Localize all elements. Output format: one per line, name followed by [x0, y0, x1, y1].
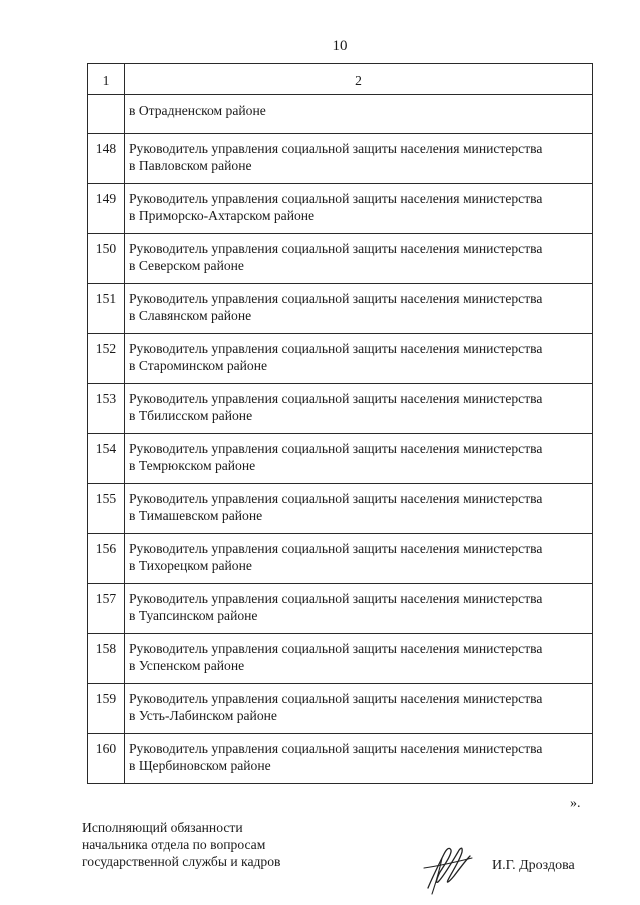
table-row: [88, 584, 593, 634]
row-text-line: в Темрюкском районе: [129, 458, 256, 473]
position-line: государственной службы и кадров: [82, 854, 281, 869]
table-row: [88, 534, 593, 584]
row-text-line: в Славянском районе: [129, 308, 252, 323]
handwritten-signature: [418, 838, 476, 896]
row-number: 159: [88, 684, 125, 734]
row-number: 149: [88, 184, 125, 234]
row-text-line: в Успенском районе: [129, 658, 245, 673]
row-text: [125, 634, 593, 684]
row-number: 155: [88, 484, 125, 534]
row-text: [125, 684, 593, 734]
table-row: [88, 634, 593, 684]
row-text: [125, 384, 593, 434]
row-text-line: в Павловском районе: [129, 158, 252, 173]
row-text: в Отрадненском районе: [125, 95, 593, 134]
row-text: [125, 534, 593, 584]
row-text-line: Руководитель управления социальной защиты населения министерства: [129, 591, 543, 606]
row-text-line: в Тбилисском районе: [129, 408, 253, 423]
row-text: [125, 284, 593, 334]
row-number: 148: [88, 134, 125, 184]
table-row: [88, 434, 593, 484]
header-cell-number: 1: [88, 64, 125, 95]
row-text-line: Руководитель управления социальной защиты населения министерства: [129, 191, 543, 206]
table-row: [88, 484, 593, 534]
row-text-line: Руководитель управления социальной защиты населения министерства: [129, 291, 543, 306]
signer-name: И.Г. Дроздова: [492, 858, 575, 873]
row-number: [88, 95, 125, 134]
row-text: [125, 134, 593, 184]
row-text-line: Руководитель управления социальной защиты населения министерства: [129, 741, 543, 756]
row-text-line: Руководитель управления социальной защиты населения министерства: [129, 441, 543, 456]
row-text-line: Руководитель управления социальной защиты населения министерства: [129, 641, 543, 656]
signatory-position: [82, 819, 280, 870]
table-header-row: [88, 64, 593, 95]
row-text: [125, 334, 593, 384]
row-number: 151: [88, 284, 125, 334]
row-number: 154: [88, 434, 125, 484]
table-row: [88, 184, 593, 234]
table-row: [88, 734, 593, 784]
row-number: 157: [88, 584, 125, 634]
table-row: [88, 384, 593, 434]
closing-quote-mark: ».: [570, 796, 581, 811]
table-row: [88, 684, 593, 734]
page-number: 10: [332, 38, 348, 54]
header-cell-title: 2: [125, 64, 593, 95]
position-line: начальника отдела по вопросам: [82, 837, 266, 852]
row-text-line: в Туапсинском районе: [129, 608, 258, 623]
row-text-line: Руководитель управления социальной защиты населения министерства: [129, 341, 543, 356]
row-text-line: Руководитель управления социальной защиты населения министерства: [129, 141, 543, 156]
row-text: [125, 584, 593, 634]
positions-table: [87, 63, 593, 784]
table-row: [88, 134, 593, 184]
row-text: [125, 234, 593, 284]
row-text: [125, 734, 593, 784]
row-text: [125, 184, 593, 234]
row-text: [125, 484, 593, 534]
row-text-line: Руководитель управления социальной защиты населения министерства: [129, 241, 543, 256]
row-number: 156: [88, 534, 125, 584]
position-line: Исполняющий обязанности: [82, 820, 243, 835]
row-number: 152: [88, 334, 125, 384]
row-number: 153: [88, 384, 125, 434]
row-text-line: Руководитель управления социальной защиты населения министерства: [129, 391, 543, 406]
table-row: [88, 334, 593, 384]
row-text-line: в Тихорецком районе: [129, 558, 252, 573]
row-text-line: в Приморско-Ахтарском районе: [129, 208, 315, 223]
row-text-line: Руководитель управления социальной защиты населения министерства: [129, 541, 543, 556]
row-text-line: в Староминском районе: [129, 358, 268, 373]
row-text-line: в Усть-Лабинском районе: [129, 708, 277, 723]
row-number: 150: [88, 234, 125, 284]
row-number: 158: [88, 634, 125, 684]
row-text-line: в Тимашевском районе: [129, 508, 263, 523]
table-body: [88, 64, 593, 784]
table-row: [88, 284, 593, 334]
row-number: 160: [88, 734, 125, 784]
row-text-line: в Щербиновском районе: [129, 758, 271, 773]
row-text-line: в Северском районе: [129, 258, 244, 273]
table-row: [88, 234, 593, 284]
row-text-line: Руководитель управления социальной защиты населения министерства: [129, 691, 543, 706]
row-text: [125, 434, 593, 484]
row-text-line: Руководитель управления социальной защиты населения министерства: [129, 491, 543, 506]
table-row-continuation: [88, 95, 593, 134]
